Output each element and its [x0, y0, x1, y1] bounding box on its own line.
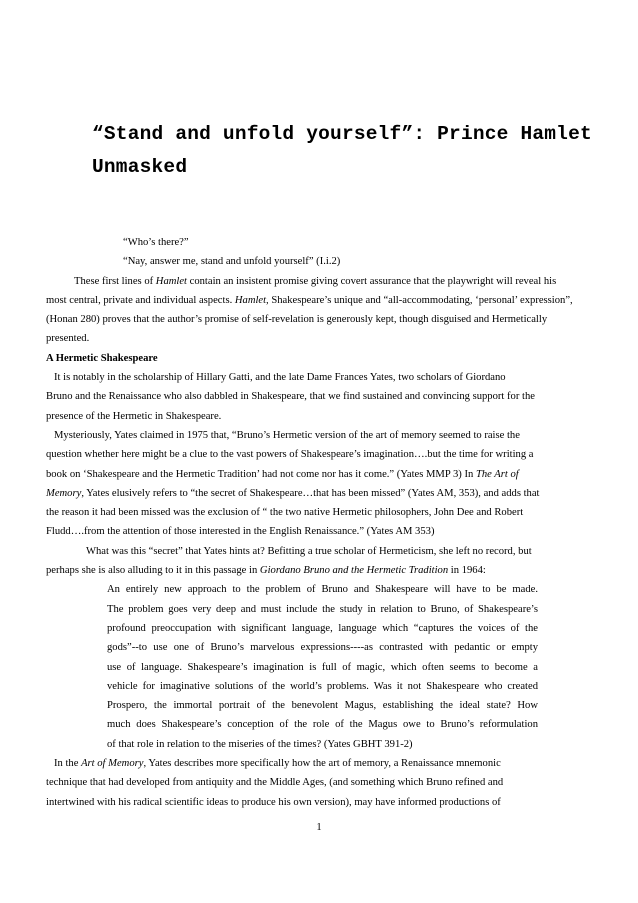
- paragraph-line: Mysteriously, Yates claimed in 1975 that, “Bruno’s Hermetic version of the art of memory seemed to raise the: [54, 429, 520, 441]
- document-title: [92, 118, 612, 184]
- paragraph-line: These first lines of Hamlet contain an insistent promise giving covert assurance that the playwright will reveal his: [74, 275, 557, 287]
- epigraph-line: “Nay, answer me, stand and unfold yourself” (I.i.2): [123, 256, 341, 268]
- page-number: 1: [316, 822, 322, 833]
- paragraph-line: question whether here might be a clue to the vast powers of Shakespeare’s imagination….but the time for writing a: [46, 449, 534, 461]
- section-heading: A Hermetic Shakespeare: [46, 352, 158, 364]
- paragraph-line: presented.: [46, 333, 90, 345]
- paragraph-line: technique that had developed from antiquity and the Middle Ages, (and something which Bruno refined and: [46, 777, 504, 789]
- blockquote-line: vehicle for imaginative solutions of the world’s problems. Was it not Shakespeare who created: [107, 680, 538, 692]
- epigraph-line: “Who’s there?”: [123, 237, 189, 248]
- title-line: “Stand and unfold yourself”: Prince Hamlet: [92, 123, 592, 145]
- paragraph-line: Bruno and the Renaissance who also dabbled in Shakespeare, that we find sustained and convincing support for the: [46, 391, 535, 403]
- blockquote-line: much does Shakespeare’s conception of the role of the Magus owe to Bruno’s reformulation: [107, 719, 538, 731]
- paragraph-line: presence of the Hermetic in Shakespeare.: [46, 410, 222, 422]
- paragraph-line: (Honan 280) proves that the author’s promise of self-revelation is generously kept, though disguised and Hermetically: [46, 314, 548, 326]
- blockquote-line: The problem goes very deep and must include the study in relation to Bruno, of Shakespeare’s: [107, 603, 538, 615]
- blockquote-line: gods”--to use one of Bruno’s marvelous expressions----as contrasted with pedantic or empty: [107, 642, 538, 654]
- blockquote-line: of that role in relation to the miseries of the times? (Yates GBHT 391-2): [107, 738, 413, 750]
- paragraph-line: the reason it had been missed was the exclusion of “ the two native Hermetic philosophers, John Dee and Robert: [46, 507, 524, 519]
- paragraph-line: perhaps she is also alluding to it in this passage in Giordano Bruno and the Hermetic Tradition in 1964:: [46, 565, 486, 577]
- paragraph-line: In the Art of Memory, Yates describes more specifically how the art of memory, a Renaissance mnemonic: [54, 758, 501, 770]
- blockquote-line: An entirely new approach to the problem of Bruno and Shakespeare will have to be made.: [107, 584, 538, 596]
- paragraph-line: most central, private and individual aspects. Hamlet, Shakespeare’s unique and “all-accommodating, ‘personal’ expression”,: [46, 294, 573, 306]
- paragraph-line: Memory, Yates elusively refers to “the secret of Shakespeare…that has been missed” (Yates AM, 353), and adds that: [46, 487, 540, 499]
- document-body: [46, 233, 606, 812]
- title-line: Unmasked: [92, 156, 188, 178]
- paragraph-line: Fludd….from the attention of those interested in the English Renaissance.” (Yates AM 353): [46, 526, 435, 538]
- paragraph-line: It is notably in the scholarship of Hillary Gatti, and the late Dame Frances Yates, two scholars of Giordano: [54, 372, 506, 384]
- blockquote-line: use of language. Shakespeare’s imagination is full of magic, which often seems to become a: [107, 661, 538, 673]
- blockquote-line: profound preoccupation with significant language, language which “captures the voices of the: [107, 622, 538, 634]
- paragraph-line: intertwined with his radical scientific ideas to produce his own version), may have informed productions of: [46, 796, 501, 808]
- paragraph-line: What was this “secret” that Yates hints at? Befitting a true scholar of Hermeticism, she left no record, but: [86, 545, 532, 557]
- blockquote-line: Prospero, the immortal portrait of the benevolent Magus, establishing the ideal state? How: [107, 700, 538, 712]
- paragraph-line: book on ‘Shakespeare and the Hermetic Tradition’ had not come nor has it come.” (Yates MMP 3) In The Art of: [46, 468, 519, 480]
